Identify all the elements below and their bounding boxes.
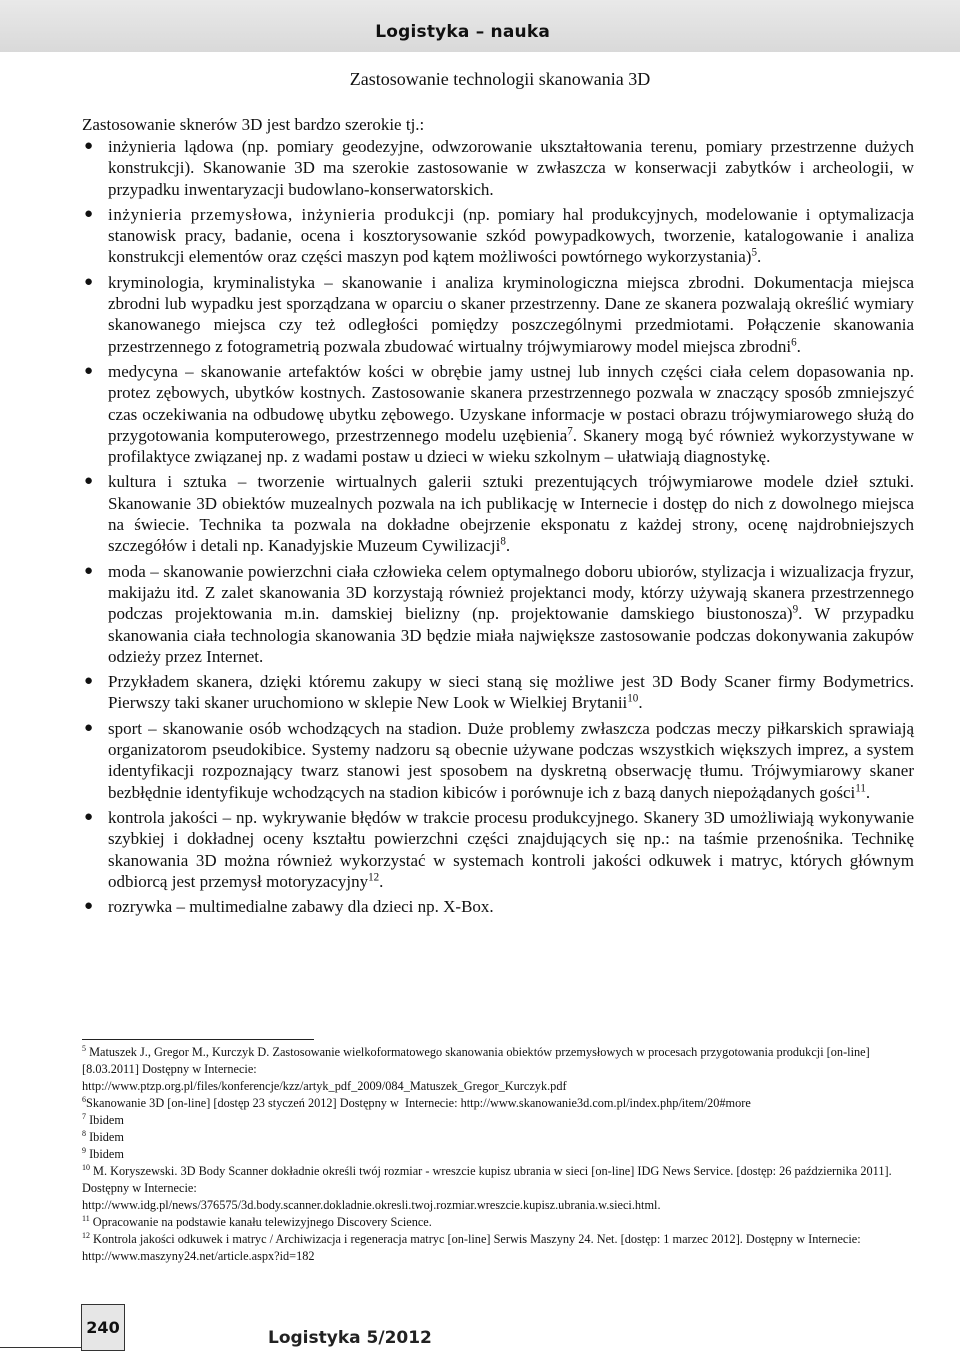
bullet-dot-icon: ● <box>84 673 94 690</box>
footnote: $^{10}$ M. Koryszewski. 3D Body Scanner dokładnie określi twój rozmiar - wreszcie kupisz ubrania w sieci [on-line] IDG News Service. [dostęp: 26 października 2011]. Dostępny w Internecie: http://www.idg.pl/news/376575/3d.body.scanner.dokladnie.okresli.twoj.rozmiar.wreszcie.kupisz.ubrania.w.sieci.html. <box>82 1162 892 1212</box>
bullet-text: inżynieria lądowa (np. pomiary geodezyjne, odwzorowanie ukształtowania terenu, pomiary przestrzenne dużych konstrukcji). Skanowanie 3D ma szerokie zastosowanie w zwłaszcza w konserwacji zabytków i archeologii, w przypadku inwentaryzacji budowlano-konserwatorskich. <box>108 137 914 199</box>
bullet-list <box>82 136 914 917</box>
bullet-dot-icon: ● <box>84 562 94 579</box>
bullet-dot-icon: ● <box>84 898 94 915</box>
bullet-text: moda – skanowanie powierzchni ciała człowieka celem optymalnego doboru ubiorów, stylizacja i wizualizacja fryzur, makijażu itd. Z zalet skanowania 3D korzystają również projektanci mody, którzy używają skanera przestrzennego podczas projektowania m.in. damskiej bielizny (np. projektowanie damskiego biustonosza)$^9$. W przypadku skanowania ciała technologia skanowania 3D będzie miała największe zastosowanie podczas dokonywania zakupów odzieży przez Internet. <box>108 561 914 666</box>
bullet-dot-icon: ● <box>84 473 94 490</box>
bullet-dot-icon: ● <box>84 808 94 825</box>
footnote-divider <box>82 1039 314 1040</box>
bullet-item <box>82 204 914 268</box>
bullet-text: kryminologia, kryminalistyka – skanowanie i analiza kryminologiczna miejsca zbrodni. Dokumentacja miejsca zbrodni lub wypadku jest sporządzana w oparciu o skaner przestrzenny. Dane ze skanera pozwalają określić wymiary skanowanego miejsca czy też odległości pomiędzy poszczególnymi przedmiotami. Połączenie skanowania przestrzennego z fotogrametrią pozwala zbudować wirtualny trójwymiarowy model miejsca zbrodni$^6$. <box>108 272 914 356</box>
footnote: $^8$ Ibidem <box>82 1128 124 1144</box>
footnote: $^9$ Ibidem <box>82 1145 124 1161</box>
bullet-text: medycyna – skanowanie artefaktów kości w obrębie jamy ustnej lub innych części ciała celem dopasowania np. protez zębowych, ubytków kostnych. Zastosowanie skanera przestrzennego pozwala w znaczący sposób zmniejszyć czas oczekiwania na odbudowę ubytku zębowego. Uzyskane informacje w postaci obrazu trójwymiarowego służą do przygotowania komputerowego, przestrzennego modelu uzębienia$^7$. Skanery mogą być również wykorzystywane w profilaktyce związanej np. z wadami postaw u dzieci w wieku szkolnym – ułatwiają diagnostykę. <box>108 361 914 467</box>
bullet-item <box>82 561 914 667</box>
bullet-item <box>82 718 914 803</box>
bullet-dot-icon: ● <box>84 205 94 222</box>
bullet-item <box>82 807 914 892</box>
bullet-item <box>82 671 914 714</box>
footnote: $^5$ Matuszek J., Gregor M., Kurczyk D. Zastosowanie wielkoformatowego skanowania obiektów przemysłowych w procesach przygotowania produkcji [on-line] [8.03.2011] Dostępny w Internecie: http://www.ptzp.org.pl/files/konferencje/kzz/artyk_pdf_2009/084_Matuszek_Gregor_Kurczyk.pdf <box>82 1043 870 1093</box>
footnote: $^{11}$ Opracowanie na podstawie kanału telewizyjnego Discovery Science. <box>82 1213 432 1229</box>
bullet-text: inżynieria przemysłowa, inżynieria produkcji (np. pomiary hal produkcyjnych, modelowanie i optymalizacja stanowisk pracy, badanie, ocena i kosztorysowanie szkód powypadkowych, tworzenie, katalogowanie i analiza konstrukcji elementów oraz części maszyn pod kątem możliwości powtórnego wykorzystania)$^5$. <box>108 204 914 267</box>
bullet-dot-icon: ● <box>84 273 94 290</box>
bullet-text: Przykładem skanera, dzięki któremu zakupy w sieci staną się możliwe jest 3D Body Scaner firmy Bodymetrics. Pierwszy taki skaner uruchomiono w sklepie New Look w Wielkiej Brytanii$^{10}$. <box>108 672 914 713</box>
footer-rule <box>0 1347 81 1348</box>
bullet-text: kontrola jakości – np. wykrywanie błędów w trakcie procesu produkcyjnego. Skanery 3D umożliwiają wykonywanie szybkiej i dokładnej oceny kształtu powierzchni części znajdujących się np.: na taśmie przenośnika. Technikę skanowania 3D można również wykorzystać w systemach kontroli jakości odkuwek i matryc, których głównym odbiorcą jest przemysł motoryzacyjny$^{12}$. <box>108 807 914 891</box>
bullet-item <box>82 471 914 556</box>
bullet-text: rozrywka – multimedialne zabawy dla dzieci np. X-Box. <box>108 897 494 917</box>
article-title: Zastosowanie technologii skanowania 3D <box>349 69 651 89</box>
bullet-dot-icon: ● <box>84 362 94 379</box>
bullet-text: kultura i sztuka – tworzenie wirtualnych galerii sztuki prezentujących trójwymiarowe modele dzieł sztuki. Skanowanie 3D obiektów muzealnych pozwala na ich publikację w Internecie i dostęp do nich z dowolnego miejsca na świecie. Technika ta pozwala na dokładne obejrzenie eksponatu z każdej strony, ocenę najdrobniejszych szczegółów i detali np. Kanadyjskie Muzeum Cywilizacji$^8$. <box>108 472 914 556</box>
header-bar <box>0 0 960 52</box>
bullet-item <box>82 896 914 917</box>
footnote: $^6$Skanowanie 3D [on-line] [dostęp 23 styczeń 2012] Dostępny w Internecie: http://www.skanowanie3d.com.pl/index.php/item/20#more <box>82 1094 751 1110</box>
bullet-item <box>82 136 914 200</box>
footnote: $^7$ Ibidem <box>82 1111 124 1127</box>
footnote: $^{12}$ Kontrola jakości odkuwek i matryc / Archiwizacja i regeneracja matryc [on-line] Serwis Maszyny 24. Net. [dostęp: 1 marzec 2012]. Dostępny w Internecie: http://www.maszyny24.net/article.aspx?id=182 <box>82 1230 861 1263</box>
article-intro: Zastosowanie sknerów 3D jest bardzo szerokie tj.: <box>82 115 425 134</box>
bullet-item <box>82 272 914 357</box>
section-header: Logistyka – nauka <box>375 22 550 42</box>
bullet-dot-icon: ● <box>84 138 94 154</box>
article-body <box>82 136 914 921</box>
page-number: 240 <box>81 1304 125 1351</box>
bullet-item <box>82 361 914 467</box>
bullet-dot-icon: ● <box>84 719 94 736</box>
bullet-text: sport – skanowanie osób wchodzących na stadion. Duże problemy zwłaszcza podczas meczy piłkarskich sprawiają organizatorom pseudokibice. Systemy nadzoru są obecnie używane podczas wszystkich większych imprez, a system identyfikacji rozpoznający twarz stanowi jest sposobem na dyskretną obserwację tłumu. Trójwymiarowy skaner bezbłędnie identyfikuje wchodzących na stadion kibiców i porównuje ich z bazą danych niepożądanych gości$^{11}$. <box>108 718 914 802</box>
footnotes <box>82 1044 914 1265</box>
journal-footer: Logistyka 5/2012 <box>268 1328 432 1348</box>
